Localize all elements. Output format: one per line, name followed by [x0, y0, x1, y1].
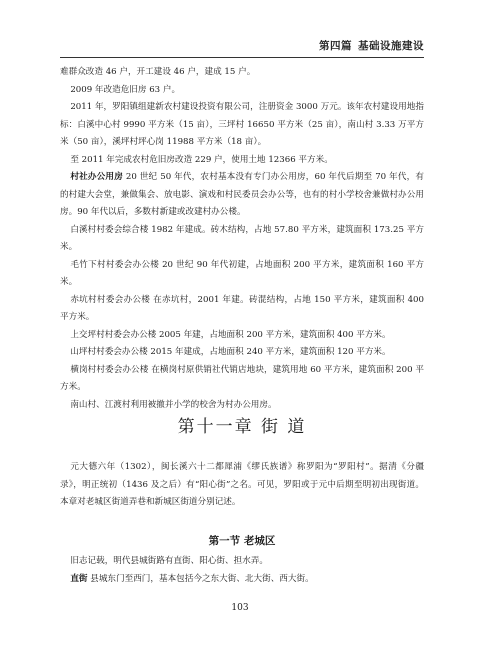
page-number: 103	[231, 603, 249, 613]
paragraph: 2009 年改造危旧房 63 户。	[70, 84, 181, 95]
body-text	[60, 64, 424, 414]
paragraph: 2011 年，罗阳镇组建新农村建设投资有限公司，注册资金 3000 万元。该年农村建设用地指标：白溪中心村 9990 平方米（15 亩），三坪村 16650 平方米（25 亩），南山村 3.33 万平方米（50 亩），溪坪村坪心岗 11988 平方米（18 亩）。	[60, 102, 424, 147]
paragraph: 横岗村村委会办公楼 在横岗村原供销社代销店地块，建筑用地 60 平方米，建筑面积 200 平方米。	[60, 364, 424, 392]
paragraph: 元大德六年（1302），闽长溪六十二都犀浦《缪氏族谱》称罗阳为“罗阳村”。据清《分疆录》，明正统初（1436 及之后）有“阳心街”之名。可见，罗阳或于元中后期至明初出现街道。本章对老城区街道弄巷和新城区街道分别记述。	[60, 462, 424, 507]
paragraph	[60, 571, 424, 589]
paragraph-lead: 直街	[70, 573, 88, 584]
section-title: 第一节 老城区	[208, 535, 276, 547]
paragraph-text: 县城东门至西门，基本包括今之东大街、北大街、西大街。	[87, 573, 314, 584]
section-body	[60, 553, 424, 588]
paragraph	[60, 169, 424, 222]
paragraph: 毛竹下村村委会办公楼 20 世纪 90 年代初建，占地面积 200 平方米，建筑面积 160 平方米。	[60, 259, 424, 287]
header-title: 基础设施建设	[358, 40, 424, 52]
header-rule	[60, 57, 424, 58]
paragraph: 上交坪村村委会办公楼 2005 年建，占地面积 200 平方米，建筑面积 400 平方米。	[70, 329, 391, 340]
paragraph: 至 2011 年完成农村危旧房改造 229 户，使用土地 12366 平方米。	[70, 154, 333, 165]
running-header	[60, 38, 424, 53]
paragraph: 白溪村村委会综合楼 1982 年建成。砖木结构，占地 57.80 平方米，建筑面积 173.25 平方米。	[60, 224, 424, 252]
paragraph: 旧志记载，明代县城街路有直街、阳心街、担水弄。	[70, 556, 268, 566]
paragraph-lead: 村社办公用房	[70, 172, 123, 182]
paragraph-text: 20 世纪 50 年代，农村基本没有专门办公用房，60 年代后期至 70 年代，有的村建大会堂，兼做集会、放电影、演戏和村民委员会办公等，也有的村小学校舍兼做村办公用房。90 年代以后，多数村新建或改建村办公楼。	[60, 172, 424, 217]
paragraph: 赤坑村村委会办公楼 在赤坑村，2001 年建。砖混结构，占地 150 平方米，建筑面积 400 平方米。	[60, 294, 424, 322]
header-part: 第四篇	[319, 40, 352, 52]
paragraph: 山坪村村委会办公楼 2015 年建成，占地面积 240 平方米，建筑面积 120 平方米。	[70, 347, 391, 357]
paragraph: 南山村、江渡村利用被撤并小学的校舍为村办公用房。	[70, 399, 277, 410]
chapter-title: 第十一章 街 道	[177, 417, 307, 437]
chapter-intro	[60, 459, 424, 512]
paragraph: 难群众改造 46 户，开工建设 46 户，建成 15 户。	[60, 67, 256, 77]
